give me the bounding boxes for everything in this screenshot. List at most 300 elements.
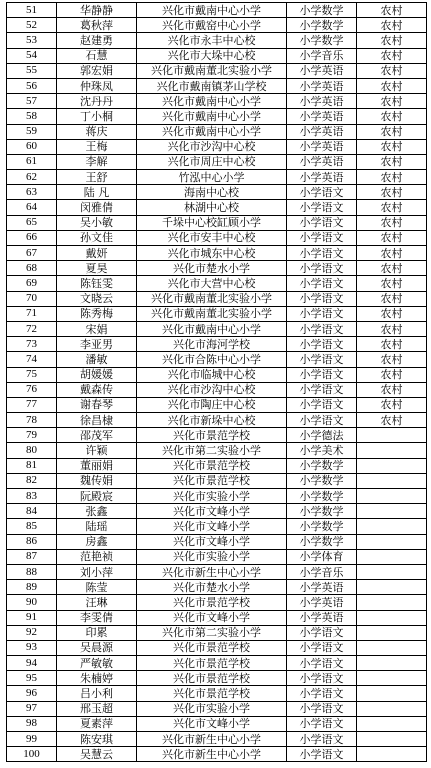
cell-area-type: 农村 — [357, 154, 427, 169]
table-row — [7, 33, 427, 48]
cell-area-type: 农村 — [357, 352, 427, 367]
cell-subject: 小学数学 — [287, 504, 357, 519]
table-row — [7, 640, 427, 655]
cell-subject: 小学数学 — [287, 534, 357, 549]
cell-teacher-name: 朱楠婷 — [57, 671, 137, 686]
cell-number: 68 — [7, 261, 57, 276]
cell-number: 81 — [7, 458, 57, 473]
cell-number: 62 — [7, 170, 57, 185]
cell-teacher-name: 阮殿宸 — [57, 489, 137, 504]
cell-area-type: 农村 — [357, 321, 427, 336]
cell-school: 兴化市景范学校 — [137, 428, 287, 443]
cell-area-type — [357, 732, 427, 747]
cell-subject: 小学语文 — [287, 261, 357, 276]
cell-subject: 小学语文 — [287, 200, 357, 215]
cell-school: 兴化市安丰中心校 — [137, 230, 287, 245]
cell-school: 兴化市戴南中心小学 — [137, 109, 287, 124]
cell-number: 88 — [7, 564, 57, 579]
cell-number: 58 — [7, 109, 57, 124]
cell-school: 兴化市合陈中心小学 — [137, 352, 287, 367]
cell-teacher-name: 文晓云 — [57, 291, 137, 306]
cell-area-type — [357, 686, 427, 701]
cell-school: 兴化市第二实验小学 — [137, 443, 287, 458]
cell-area-type: 农村 — [357, 276, 427, 291]
table-row — [7, 413, 427, 428]
cell-number: 95 — [7, 671, 57, 686]
cell-area-type — [357, 473, 427, 488]
cell-teacher-name: 汪琳 — [57, 595, 137, 610]
table-row — [7, 276, 427, 291]
cell-subject: 小学英语 — [287, 595, 357, 610]
cell-area-type — [357, 549, 427, 564]
cell-teacher-name: 陆 凡 — [57, 185, 137, 200]
cell-school: 兴化市大营中心校 — [137, 276, 287, 291]
cell-subject: 小学英语 — [287, 124, 357, 139]
cell-area-type: 农村 — [357, 18, 427, 33]
cell-school: 兴化市沙沟中心校 — [137, 139, 287, 154]
table-row — [7, 185, 427, 200]
cell-school: 兴化市景范学校 — [137, 458, 287, 473]
cell-subject: 小学语文 — [287, 185, 357, 200]
cell-area-type: 农村 — [357, 200, 427, 215]
cell-area-type: 农村 — [357, 124, 427, 139]
table-row — [7, 519, 427, 534]
cell-area-type — [357, 504, 427, 519]
cell-school: 兴化市文峰小学 — [137, 519, 287, 534]
cell-area-type — [357, 595, 427, 610]
cell-school: 兴化市戴南中心小学 — [137, 94, 287, 109]
cell-school: 兴化市新生中心小学 — [137, 747, 287, 762]
table-row — [7, 473, 427, 488]
cell-teacher-name: 邢玉超 — [57, 701, 137, 716]
table-row — [7, 656, 427, 671]
cell-teacher-name: 戴森传 — [57, 382, 137, 397]
cell-school: 竹泓中心小学 — [137, 170, 287, 185]
cell-school: 兴化市新生中心小学 — [137, 732, 287, 747]
cell-area-type: 农村 — [357, 291, 427, 306]
cell-school: 兴化市临城中心校 — [137, 367, 287, 382]
cell-teacher-name: 陈秀梅 — [57, 306, 137, 321]
cell-subject: 小学数学 — [287, 489, 357, 504]
table-row — [7, 215, 427, 230]
cell-subject: 小学数学 — [287, 33, 357, 48]
cell-area-type — [357, 671, 427, 686]
cell-subject: 小学语文 — [287, 215, 357, 230]
cell-number: 90 — [7, 595, 57, 610]
cell-subject: 小学数学 — [287, 18, 357, 33]
cell-subject: 小学语文 — [287, 246, 357, 261]
cell-subject: 小学英语 — [287, 154, 357, 169]
cell-number: 75 — [7, 367, 57, 382]
cell-subject: 小学语文 — [287, 716, 357, 731]
table-row — [7, 747, 427, 762]
cell-area-type — [357, 489, 427, 504]
cell-teacher-name: 魏传娟 — [57, 473, 137, 488]
cell-school: 林湖中心校 — [137, 200, 287, 215]
table-row — [7, 18, 427, 33]
cell-subject: 小学语文 — [287, 337, 357, 352]
cell-school: 兴化市景范学校 — [137, 640, 287, 655]
cell-subject: 小学英语 — [287, 63, 357, 78]
table-row — [7, 625, 427, 640]
cell-number: 96 — [7, 686, 57, 701]
cell-number: 100 — [7, 747, 57, 762]
cell-school: 兴化市戴南镇茅山学校 — [137, 78, 287, 93]
table-row — [7, 732, 427, 747]
cell-area-type: 农村 — [357, 78, 427, 93]
cell-teacher-name: 邵茂军 — [57, 428, 137, 443]
cell-subject: 小学语文 — [287, 382, 357, 397]
cell-number: 80 — [7, 443, 57, 458]
cell-school: 兴化市文峰小学 — [137, 534, 287, 549]
cell-teacher-name: 张鑫 — [57, 504, 137, 519]
cell-school: 兴化市第二实验小学 — [137, 625, 287, 640]
cell-area-type: 农村 — [357, 246, 427, 261]
cell-area-type — [357, 564, 427, 579]
cell-area-type: 农村 — [357, 413, 427, 428]
cell-area-type — [357, 443, 427, 458]
cell-school: 兴化市戴南董北实验小学 — [137, 306, 287, 321]
cell-subject: 小学数学 — [287, 519, 357, 534]
table-row — [7, 78, 427, 93]
cell-subject: 小学德法 — [287, 428, 357, 443]
cell-area-type: 农村 — [357, 337, 427, 352]
cell-school: 兴化市戴窑中心小学 — [137, 18, 287, 33]
cell-teacher-name: 潘敏 — [57, 352, 137, 367]
cell-area-type: 农村 — [357, 94, 427, 109]
cell-school: 兴化市楚水小学 — [137, 580, 287, 595]
table-row — [7, 580, 427, 595]
table-row — [7, 261, 427, 276]
cell-subject: 小学语文 — [287, 352, 357, 367]
cell-subject: 小学英语 — [287, 610, 357, 625]
cell-area-type: 农村 — [357, 139, 427, 154]
cell-subject: 小学语文 — [287, 671, 357, 686]
cell-teacher-name: 吴小敏 — [57, 215, 137, 230]
cell-number: 83 — [7, 489, 57, 504]
cell-subject: 小学语文 — [287, 640, 357, 655]
cell-number: 69 — [7, 276, 57, 291]
table-row — [7, 549, 427, 564]
cell-number: 54 — [7, 48, 57, 63]
teacher-roster-table — [6, 2, 427, 762]
cell-number: 71 — [7, 306, 57, 321]
cell-area-type — [357, 519, 427, 534]
cell-number: 77 — [7, 397, 57, 412]
cell-teacher-name: 胡媛媛 — [57, 367, 137, 382]
cell-teacher-name: 闵雅倩 — [57, 200, 137, 215]
cell-teacher-name: 葛秋萍 — [57, 18, 137, 33]
cell-subject: 小学体育 — [287, 549, 357, 564]
cell-area-type — [357, 534, 427, 549]
table-row — [7, 109, 427, 124]
cell-school: 千垛中心校缸顾小学 — [137, 215, 287, 230]
cell-teacher-name: 石慧 — [57, 48, 137, 63]
cell-teacher-name: 仲珠凤 — [57, 78, 137, 93]
cell-teacher-name: 赵建勇 — [57, 33, 137, 48]
table-row — [7, 686, 427, 701]
cell-area-type — [357, 625, 427, 640]
cell-area-type: 农村 — [357, 33, 427, 48]
cell-school: 兴化市戴南董北实验小学 — [137, 291, 287, 306]
cell-teacher-name: 吕小利 — [57, 686, 137, 701]
cell-number: 91 — [7, 610, 57, 625]
cell-number: 64 — [7, 200, 57, 215]
cell-teacher-name: 吴晨源 — [57, 640, 137, 655]
cell-subject: 小学音乐 — [287, 48, 357, 63]
roster-table-body — [7, 3, 427, 762]
table-row — [7, 124, 427, 139]
table-row — [7, 443, 427, 458]
cell-school: 兴化市景范学校 — [137, 473, 287, 488]
cell-teacher-name: 徐昌棣 — [57, 413, 137, 428]
cell-school: 兴化市楚水小学 — [137, 261, 287, 276]
cell-number: 59 — [7, 124, 57, 139]
cell-school: 兴化市永丰中心校 — [137, 33, 287, 48]
cell-teacher-name: 范艳祯 — [57, 549, 137, 564]
cell-teacher-name: 戴妍 — [57, 246, 137, 261]
table-row — [7, 321, 427, 336]
table-row — [7, 170, 427, 185]
cell-teacher-name: 蒋庆 — [57, 124, 137, 139]
cell-number: 57 — [7, 94, 57, 109]
cell-subject: 小学语文 — [287, 397, 357, 412]
cell-area-type — [357, 640, 427, 655]
cell-subject: 小学语文 — [287, 291, 357, 306]
cell-area-type: 农村 — [357, 382, 427, 397]
cell-number: 73 — [7, 337, 57, 352]
cell-area-type: 农村 — [357, 397, 427, 412]
cell-school: 兴化市景范学校 — [137, 595, 287, 610]
table-row — [7, 246, 427, 261]
cell-subject: 小学语文 — [287, 732, 357, 747]
table-row — [7, 337, 427, 352]
cell-area-type: 农村 — [357, 261, 427, 276]
cell-number: 53 — [7, 33, 57, 48]
table-row — [7, 701, 427, 716]
table-row — [7, 564, 427, 579]
cell-school: 兴化市景范学校 — [137, 671, 287, 686]
cell-subject: 小学数学 — [287, 473, 357, 488]
cell-number: 94 — [7, 656, 57, 671]
cell-teacher-name: 谢春琴 — [57, 397, 137, 412]
cell-teacher-name: 孙文佳 — [57, 230, 137, 245]
cell-number: 61 — [7, 154, 57, 169]
cell-teacher-name: 沈丹丹 — [57, 94, 137, 109]
cell-teacher-name: 陈钰雯 — [57, 276, 137, 291]
cell-area-type: 农村 — [357, 367, 427, 382]
cell-subject: 小学语文 — [287, 367, 357, 382]
table-row — [7, 458, 427, 473]
cell-school: 兴化市景范学校 — [137, 686, 287, 701]
cell-subject: 小学语文 — [287, 747, 357, 762]
cell-teacher-name: 董丽娟 — [57, 458, 137, 473]
cell-number: 84 — [7, 504, 57, 519]
cell-area-type — [357, 458, 427, 473]
cell-teacher-name: 李亚男 — [57, 337, 137, 352]
cell-subject: 小学数学 — [287, 3, 357, 18]
cell-teacher-name: 许颖 — [57, 443, 137, 458]
cell-number: 55 — [7, 63, 57, 78]
cell-area-type: 农村 — [357, 215, 427, 230]
cell-number: 78 — [7, 413, 57, 428]
cell-number: 56 — [7, 78, 57, 93]
cell-number: 74 — [7, 352, 57, 367]
cell-teacher-name: 陈安琪 — [57, 732, 137, 747]
cell-area-type — [357, 716, 427, 731]
cell-school: 兴化市文峰小学 — [137, 610, 287, 625]
cell-area-type — [357, 580, 427, 595]
table-row — [7, 504, 427, 519]
cell-teacher-name: 刘小萍 — [57, 564, 137, 579]
cell-teacher-name: 华静静 — [57, 3, 137, 18]
table-row — [7, 154, 427, 169]
table-row — [7, 48, 427, 63]
cell-subject: 小学语文 — [287, 686, 357, 701]
cell-number: 65 — [7, 215, 57, 230]
cell-area-type: 农村 — [357, 170, 427, 185]
roster-sheet — [6, 2, 426, 762]
cell-number: 79 — [7, 428, 57, 443]
cell-school: 兴化市戴南中心小学 — [137, 124, 287, 139]
cell-school: 兴化市文峰小学 — [137, 716, 287, 731]
cell-school: 兴化市实验小学 — [137, 701, 287, 716]
cell-subject: 小学英语 — [287, 78, 357, 93]
cell-number: 67 — [7, 246, 57, 261]
cell-school: 兴化市沙沟中心校 — [137, 382, 287, 397]
cell-subject: 小学语文 — [287, 701, 357, 716]
cell-subject: 小学语文 — [287, 306, 357, 321]
cell-subject: 小学音乐 — [287, 564, 357, 579]
cell-school: 兴化市新生中心小学 — [137, 564, 287, 579]
table-row — [7, 595, 427, 610]
cell-area-type: 农村 — [357, 3, 427, 18]
cell-area-type: 农村 — [357, 48, 427, 63]
cell-school: 兴化市周庄中心校 — [137, 154, 287, 169]
cell-number: 86 — [7, 534, 57, 549]
cell-teacher-name: 房鑫 — [57, 534, 137, 549]
cell-school: 兴化市城东中心校 — [137, 246, 287, 261]
table-row — [7, 200, 427, 215]
cell-number: 85 — [7, 519, 57, 534]
cell-teacher-name: 印累 — [57, 625, 137, 640]
cell-subject: 小学英语 — [287, 580, 357, 595]
table-row — [7, 382, 427, 397]
cell-school: 兴化市戴南董北实验小学 — [137, 63, 287, 78]
cell-teacher-name: 夏昊 — [57, 261, 137, 276]
cell-subject: 小学语文 — [287, 321, 357, 336]
table-row — [7, 306, 427, 321]
cell-subject: 小学语文 — [287, 413, 357, 428]
cell-teacher-name: 宋娟 — [57, 321, 137, 336]
cell-number: 76 — [7, 382, 57, 397]
cell-school: 海南中心校 — [137, 185, 287, 200]
cell-subject: 小学语文 — [287, 276, 357, 291]
cell-number: 52 — [7, 18, 57, 33]
cell-area-type: 农村 — [357, 185, 427, 200]
table-row — [7, 397, 427, 412]
cell-teacher-name: 夏素萍 — [57, 716, 137, 731]
table-row — [7, 3, 427, 18]
cell-subject: 小学英语 — [287, 94, 357, 109]
table-row — [7, 671, 427, 686]
cell-teacher-name: 丁小桐 — [57, 109, 137, 124]
cell-number: 93 — [7, 640, 57, 655]
cell-area-type — [357, 428, 427, 443]
cell-number: 63 — [7, 185, 57, 200]
cell-number: 70 — [7, 291, 57, 306]
cell-number: 97 — [7, 701, 57, 716]
cell-school: 兴化市戴南中心小学 — [137, 321, 287, 336]
table-row — [7, 534, 427, 549]
cell-teacher-name: 吴慧云 — [57, 747, 137, 762]
cell-area-type: 农村 — [357, 230, 427, 245]
cell-school: 兴化市文峰小学 — [137, 504, 287, 519]
table-row — [7, 230, 427, 245]
cell-number: 99 — [7, 732, 57, 747]
cell-school: 兴化市景范学校 — [137, 656, 287, 671]
cell-school: 兴化市大垛中心校 — [137, 48, 287, 63]
cell-teacher-name: 郭宏娟 — [57, 63, 137, 78]
cell-subject: 小学语文 — [287, 625, 357, 640]
cell-number: 72 — [7, 321, 57, 336]
cell-school: 兴化市戴南中心小学 — [137, 3, 287, 18]
table-row — [7, 610, 427, 625]
cell-school: 兴化市实验小学 — [137, 489, 287, 504]
table-row — [7, 352, 427, 367]
cell-teacher-name: 李解 — [57, 154, 137, 169]
table-row — [7, 367, 427, 382]
cell-number: 87 — [7, 549, 57, 564]
cell-area-type — [357, 656, 427, 671]
cell-number: 66 — [7, 230, 57, 245]
cell-subject: 小学数学 — [287, 458, 357, 473]
cell-subject: 小学语文 — [287, 656, 357, 671]
table-row — [7, 63, 427, 78]
cell-subject: 小学英语 — [287, 139, 357, 154]
table-row — [7, 94, 427, 109]
cell-school: 兴化市陶庄中心校 — [137, 397, 287, 412]
cell-area-type — [357, 747, 427, 762]
cell-teacher-name: 李雯倩 — [57, 610, 137, 625]
cell-school: 兴化市实验小学 — [137, 549, 287, 564]
cell-number: 98 — [7, 716, 57, 731]
cell-subject: 小学英语 — [287, 170, 357, 185]
cell-school: 兴化市海河学校 — [137, 337, 287, 352]
cell-teacher-name: 陈莹 — [57, 580, 137, 595]
cell-teacher-name: 王舒 — [57, 170, 137, 185]
cell-area-type: 农村 — [357, 306, 427, 321]
cell-subject: 小学英语 — [287, 109, 357, 124]
cell-number: 92 — [7, 625, 57, 640]
table-row — [7, 291, 427, 306]
cell-teacher-name: 王梅 — [57, 139, 137, 154]
cell-subject: 小学美术 — [287, 443, 357, 458]
cell-number: 89 — [7, 580, 57, 595]
table-row — [7, 489, 427, 504]
cell-number: 60 — [7, 139, 57, 154]
cell-teacher-name: 陆瑶 — [57, 519, 137, 534]
table-row — [7, 428, 427, 443]
cell-subject: 小学语文 — [287, 230, 357, 245]
table-row — [7, 716, 427, 731]
cell-area-type — [357, 610, 427, 625]
cell-number: 51 — [7, 3, 57, 18]
cell-area-type: 农村 — [357, 109, 427, 124]
cell-teacher-name: 严敏敏 — [57, 656, 137, 671]
cell-school: 兴化市新垛中心校 — [137, 413, 287, 428]
cell-number: 82 — [7, 473, 57, 488]
